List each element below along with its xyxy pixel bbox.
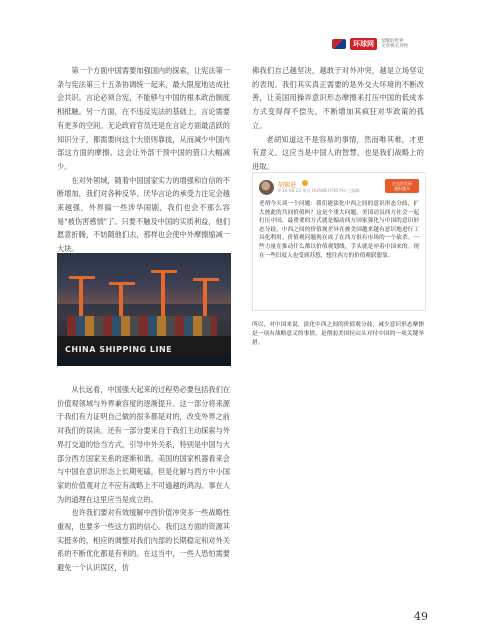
left-column-top xyxy=(57,64,230,256)
masthead xyxy=(332,38,408,50)
page-number: 49 xyxy=(414,610,428,623)
publication-logo: 环球网 xyxy=(350,38,377,50)
post-conclusion: 所以，对中国来说，淡化中西之间的价值观分歧，减少意识形态摩擦是一项有战略意义的事情，是削弱美国拉山头对付中国的一项关键举措。 xyxy=(252,322,424,346)
post-meta: 9-16 08:23 来自 HUAWEI P30 Pro 已编辑 xyxy=(278,188,360,193)
publication-subtitle-line1: 觉醒的世界 xyxy=(381,38,404,44)
publication-subtitle-line2: 文章相关刊物 xyxy=(381,44,408,49)
water xyxy=(57,357,231,366)
paragraph: 佛我们自己越坚决，越敢于对外冲突，越是立场坚定的表现。我们其实真正需要的是外交大环境的不断改善，让美国用操弄意识形态摩擦来打压中国的低成本方式变得得不偿失，不断增加其疯狂对华政策的孤立。 xyxy=(252,66,424,130)
paragraph: 第一个方面中国需要加强国内的探索，让宪法第一条与宪法第三十五条协调统一起来，最大限度地达成社会共识。言论必须合宪，不能够与中国的根本政治制度相抵触。另一方面，在不违反宪法的基础上，言论需要有更多的空间。无论政府官员还是在言论方面最活跃的知识分子，都需要向这个大原则靠拢，从而减少中国内部这方面的摩擦。这会让外部干预中国的借口大幅减少。 xyxy=(57,66,230,171)
post-badge xyxy=(385,179,419,193)
verified-badge-icon xyxy=(302,180,308,186)
paragraph: 老胡知道这不是容易的事情，然而唯其难，才更有意义。这应当是中国人的智慧，也是我们战略上的进取。 xyxy=(252,134,424,171)
post-badge-line2: 越积越多 xyxy=(394,186,410,191)
weibo-post-card xyxy=(252,172,426,311)
post-badge-line1: 过去的发展 xyxy=(392,181,412,186)
right-column-top xyxy=(252,64,424,174)
paragraph: 在对外领域，随着中国国家实力的增强和自信的不断增加，我们对各种反华、厌华言论的承受力注定会越来越强，外界搞一些涉华闹剧，我们也会不那么容易"被伤害感情"了。只要不触及中国的实质利益，他们愿意折腾，不妨随他们去，那样也会使中外摩擦缩减一大块。 xyxy=(57,175,230,254)
left-column-bottom xyxy=(57,383,230,575)
paragraph: 从长远看，中国强大起来的过程势必要包括我们在价值观领域与外界兼容度的逐渐提升。这一部分将来源于我们有力证明自己做的很多都是对的，改变外界之前对我们的误读。还有一部分要来自于我们主动探索与外界打交道的恰当方式，引导中外关系，特别是中国与大部分西方国家关系的逐渐和谐。美国的国家机器看来会与中国在意识形态上长期死磕，但是化解与西方中小国家的价值观对立不应有战略上不可逾越的鸿沟。事在人为的道理在这里应当是成立的。 xyxy=(57,385,230,504)
post-author-name: 胡锡进 xyxy=(278,182,297,189)
flag-icon xyxy=(332,39,346,49)
post-body: 老胡今天谈一个问题：我们能淡化中西之间的意识形态分歧，扩大彼此的共同价值吗？这是个重大问题。美国动员西方社会一起打压中国，最重要的方式就是煽动西方国家强化与中国的意识形态分歧，中西之间的价值观差异在被美国越来越有意识地进行工具化利用。价值观问题现在成了在西方很有市场的一个砍杀。一些力量在推动什么都以价值观划线，手头就是冲着中国来的。现在一些旧度人也受到苏悠，想往西方的价值观联盟靠。 xyxy=(259,201,419,259)
ship-name-text: CHINA SHIPPING LINE xyxy=(65,345,173,354)
publication-subtitle xyxy=(381,39,408,49)
paragraph: 也许我们要对有效缓解中西价值冲突多一些战略性重视，也要多一些这方面的信心。我们这方面的资源其实挺多的，相应的调整对我们内部的长期稳定和对外关系的不断优化都是有利的。在这当中，一些人恐怕需要避免一个认识误区，仿 xyxy=(57,508,230,573)
container-ship-photo xyxy=(57,253,231,366)
avatar xyxy=(259,180,274,195)
